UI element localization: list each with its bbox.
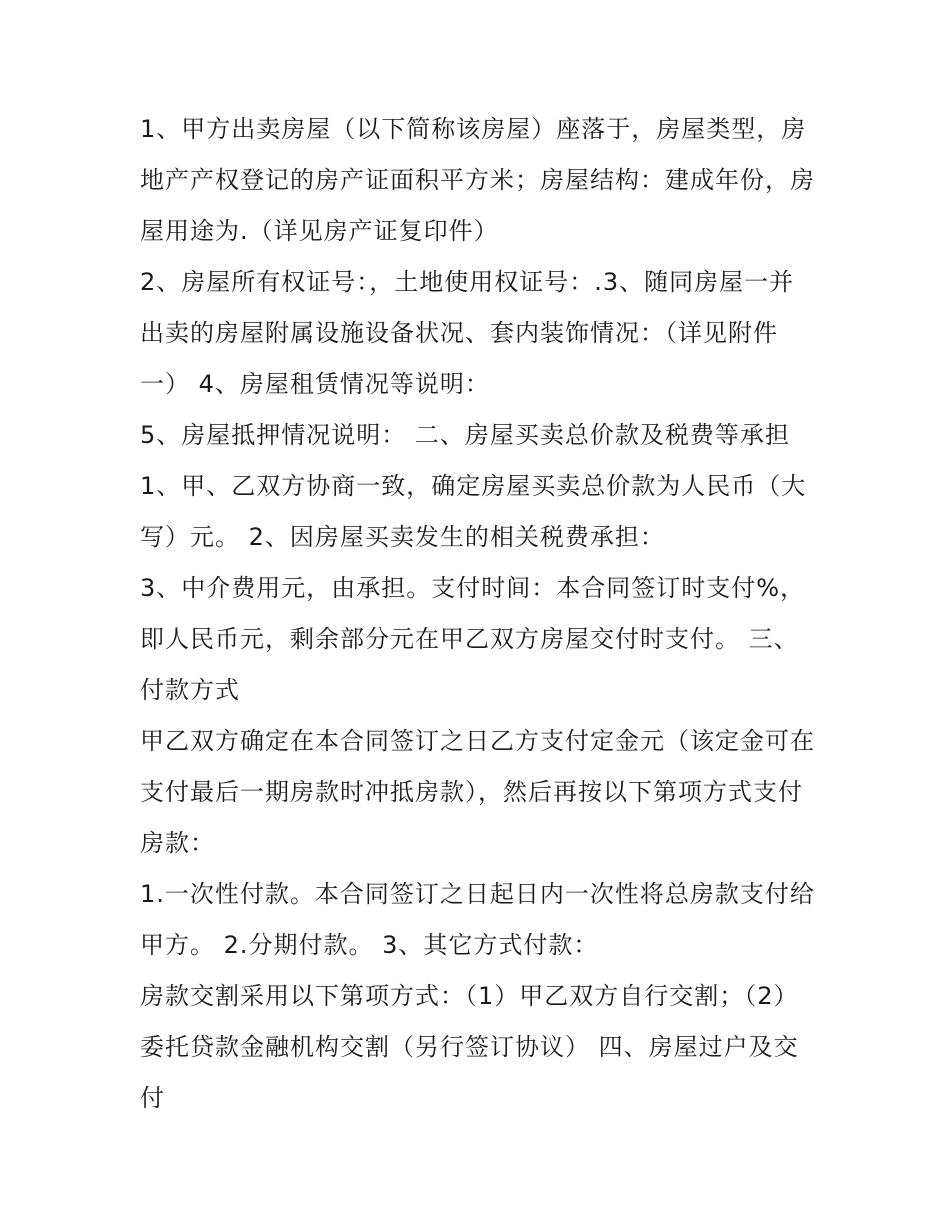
text-line: 付款方式 <box>140 676 240 704</box>
text-line: 支付最后一期房款时冲抵房款），然后再按以下第项方式支付 <box>140 778 803 806</box>
text-line: 房款： <box>140 829 215 857</box>
text-line: 写）元。 2、因房屋买卖发生的相关税费承担： <box>140 523 665 551</box>
text-line: 屋用途为.（详见房产证复印件） <box>140 217 499 245</box>
text-line: 2、房屋所有权证号：，土地使用权证号：.3、随同房屋一并 <box>140 268 795 296</box>
text-line: 甲乙双方确定在本合同签订之日乙方支付定金元（该定金可在 <box>140 727 815 755</box>
text-line: 即人民币元，剩余部分元在甲乙双方房屋交付时支付。 三、 <box>140 625 799 653</box>
text-line: 一） 4、房屋租赁情况等说明： <box>140 370 490 398</box>
document-body <box>140 104 820 1124</box>
text-line: 1、甲、乙双方协商一致，确定房屋买卖总价款为人民币（大 <box>140 472 807 500</box>
text-line: 委托贷款金融机构交割（另行签订协议） 四、房屋过户及交 <box>140 1033 799 1061</box>
text-line: 房款交割采用以下第项方式：（1）甲乙双方自行交割；（2） <box>140 982 799 1010</box>
text-line: 付 <box>140 1084 165 1112</box>
text-line: 1、甲方出卖房屋（以下简称该房屋）座落于，房屋类型，房 <box>140 115 807 143</box>
text-line: 1.一次性付款。本合同签订之日起日内一次性将总房款支付给 <box>140 880 815 908</box>
text-line: 地产产权登记的房产证面积平方米；房屋结构：建成年份，房 <box>140 166 815 194</box>
text-line: 3、中介费用元，由承担。支付时间：本合同签订时支付%， <box>140 574 806 602</box>
text-line: 甲方。 2.分期付款。 3、其它方式付款： <box>140 931 599 959</box>
text-line: 5、房屋抵押情况说明： 二、房屋买卖总价款及税费等承担 <box>140 421 790 449</box>
text-line: 出卖的房屋附属设施设备状况、套内装饰情况：（详见附件 <box>140 319 778 347</box>
